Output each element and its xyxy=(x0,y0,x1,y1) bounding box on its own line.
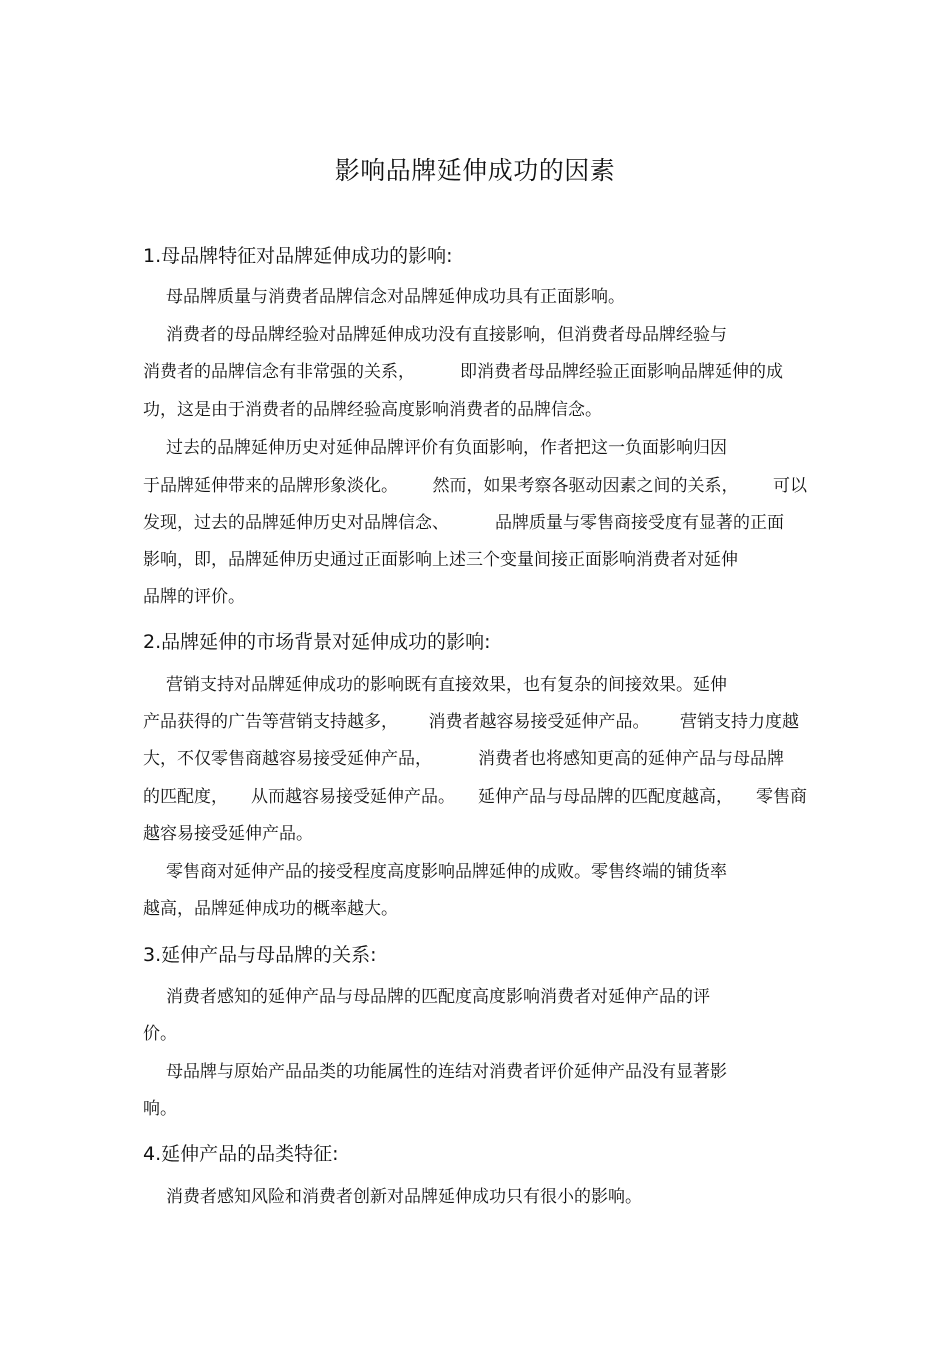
section-3-p2-line-2: 响。 xyxy=(143,1099,177,1119)
text-segment: 消费者也将感知更高的延伸产品与母品牌 xyxy=(478,749,784,769)
section-1-p2-line-2 xyxy=(143,360,783,384)
section-1-heading: 1.母品牌特征对品牌延伸成功的影响: xyxy=(143,245,453,267)
section-4-heading: 4.延伸产品的品类特征: xyxy=(143,1143,339,1165)
text-segment: 延伸产品与母品牌的匹配度越高， xyxy=(478,787,733,807)
text-segment: 然而，如果考察各驱动因素之间的关系， xyxy=(432,476,739,496)
section-2-p2-line-2: 越高，品牌延伸成功的概率越大。 xyxy=(143,899,398,919)
section-2-p1-line-4 xyxy=(143,785,807,809)
section-1-p3-line-4: 影响，即，品牌延伸历史通过正面影响上述三个变量间接正面影响消费者对延伸 xyxy=(143,550,738,570)
text-segment: 从而越容易接受延伸产品。 xyxy=(251,787,455,807)
text-segment: 可以 xyxy=(773,476,807,496)
section-1-p3-line-1: 过去的品牌延伸历史对延伸品牌评价有负面影响，作者把这一负面影响归因 xyxy=(166,438,727,458)
text-segment: 大，不仅零售商越容易接受延伸产品， xyxy=(143,749,432,769)
section-2-p2-line-1: 零售商对延伸产品的接受程度高度影响品牌延伸的成败。零售终端的铺货率 xyxy=(166,862,727,882)
section-1-p2-line-3: 功，这是由于消费者的品牌经验高度影响消费者的品牌信念。 xyxy=(143,400,602,420)
section-1-p3-line-3 xyxy=(143,511,784,535)
section-2-heading: 2.品牌延伸的市场背景对延伸成功的影响: xyxy=(143,631,491,653)
text-segment: 消费者越容易接受延伸产品。 xyxy=(428,712,650,732)
text-segment: 发现，过去的品牌延伸历史对品牌信念、 xyxy=(143,513,449,533)
text-segment: 于品牌延伸带来的品牌形象淡化。 xyxy=(143,476,398,496)
section-1-p3-line-2 xyxy=(143,474,807,498)
text-segment: 产品获得的广告等营销支持越多， xyxy=(143,712,398,732)
section-2-p1-line-1: 营销支持对品牌延伸成功的影响既有直接效果，也有复杂的间接效果。延伸 xyxy=(166,675,727,695)
text-segment: 消费者的品牌信念有非常强的关系， xyxy=(143,362,415,382)
section-3-heading: 3.延伸产品与母品牌的关系: xyxy=(143,944,377,966)
text-segment: 品牌质量与零售商接受度有显著的正面 xyxy=(495,513,784,533)
document-title: 影响品牌延伸成功的因素 xyxy=(334,156,616,185)
text-segment: 的匹配度， xyxy=(143,787,228,807)
text-segment: 即消费者母品牌经验正面影响品牌延伸的成 xyxy=(460,362,783,382)
section-2-p1-line-3 xyxy=(143,747,784,771)
section-3-p2-line-1: 母品牌与原始产品品类的功能属性的连结对消费者评价延伸产品没有显著影 xyxy=(166,1062,727,1082)
section-1-p1-line-1: 母品牌质量与消费者品牌信念对品牌延伸成功具有正面影响。 xyxy=(166,287,625,307)
text-segment: 零售商 xyxy=(756,787,807,807)
section-3-p1-line-2: 价。 xyxy=(143,1024,177,1044)
section-1-p3-line-5: 品牌的评价。 xyxy=(143,587,245,607)
section-3-p1-line-1: 消费者感知的延伸产品与母品牌的匹配度高度影响消费者对延伸产品的评 xyxy=(166,987,710,1007)
section-2-p1-line-5: 越容易接受延伸产品。 xyxy=(143,824,313,844)
section-4-p1-line-1: 消费者感知风险和消费者创新对品牌延伸成功只有很小的影响。 xyxy=(166,1187,642,1207)
section-1-p2-line-1: 消费者的母品牌经验对品牌延伸成功没有直接影响，但消费者母品牌经验与 xyxy=(166,325,727,345)
section-2-p1-line-2 xyxy=(143,710,799,734)
text-segment: 营销支持力度越 xyxy=(680,712,799,732)
